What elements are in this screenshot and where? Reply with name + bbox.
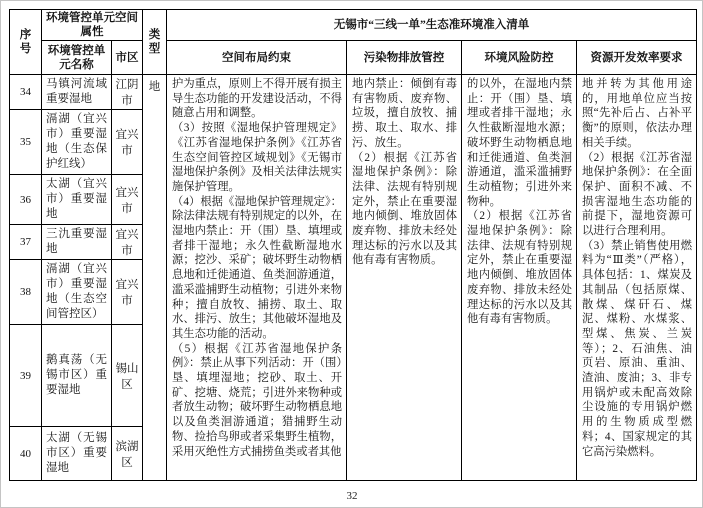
row-no: 39	[10, 325, 42, 427]
header-spatial-constraints: 空间布局约束	[167, 41, 347, 75]
unit-name: 滆湖（宜兴市）重要湿地（生态空间管控区）	[42, 260, 112, 325]
paragraph: （5）根据《江苏省湿地保护条例》：禁止从事下列活动：开（围）垦、填埋湿地；挖砂、取土、开矿、挖塘、烧荒；引进外来物种或者放生动物；破坏野生动物栖息地以及鱼类洄游通道；猎捕野生动物、捡拾鸟卵或者采集野生植物，采用灭绝性方式捕捞鱼类或者其他	[172, 342, 342, 458]
unit-name: 马镇河流域重要湿地	[42, 75, 112, 110]
header-seq-label: 序号	[19, 29, 32, 55]
paragraph: （2）根据《江苏省湿地保护条例》：在全面保护、面积不减、不损害湿地生态功能的前提下，湿地资源可以进行合理利用。	[582, 151, 692, 238]
cell-resource-efficiency	[577, 75, 697, 481]
unit-name: 滆湖（宜兴市）重要湿地（生态保护红线）	[42, 110, 112, 175]
district: 滨湖区	[112, 427, 143, 481]
eco-admission-list-table	[9, 9, 697, 481]
table-main-title: 无锡市“三线一单”生态准环境准入清单	[167, 10, 697, 41]
type-cell: 地	[143, 75, 167, 481]
district: 宜兴市	[112, 110, 143, 175]
header-type-label: 类型	[148, 29, 161, 55]
header-pollution-control: 污染物排放管控	[347, 41, 462, 75]
header-district: 市区	[112, 41, 143, 75]
row-no: 36	[10, 175, 42, 225]
unit-name: 太湖（无锡市区）重要湿地	[42, 427, 112, 481]
unit-name: 太湖（宜兴市）重要湿地	[42, 175, 112, 225]
row-no: 35	[10, 110, 42, 175]
table-row	[10, 75, 697, 110]
row-no: 34	[10, 75, 42, 110]
paragraph: 地并转为其他用途的，用地单位应当按照“先补后占、占补平衡”的原则，依法办理相关手续。	[582, 78, 692, 149]
paragraph: （3）按照《湿地保护管理规定》《江苏省湿地保护条例》《江苏省生态空间管控区域规划》《无锡市湿地保护条例》及相关法律法规实施保护管理。	[172, 122, 342, 193]
page-number: 32	[346, 490, 358, 502]
district: 宜兴市	[112, 260, 143, 325]
paragraph: （4）根据《湿地保护管理规定》：除法律法规有特别规定的以外，在湿地内禁止：开（围）垦、填埋或者排干湿地；永久性截断湿地水源；挖沙、采矿；破坏野生动物栖息地和迁徙通道、鱼类洄游通道，滥采滥捕野生动植物；引进外来物种；擅自放牧、捕捞、取土、取水、排污、放生；其他破坏湿地及其生态功能的活动。	[172, 195, 342, 340]
row-no: 37	[10, 225, 42, 260]
row-no: 40	[10, 427, 42, 481]
cell-spatial-constraints	[167, 75, 347, 481]
header-row-2	[10, 41, 697, 75]
paragraph: 地内禁止：倾倒有毒有害物质、废弃物、垃圾，擅自放牧、捕捞、取土、取水、排污、放生。	[352, 78, 457, 149]
header-unit-name: 环境管控单元名称	[42, 41, 112, 75]
row-no: 38	[10, 260, 42, 325]
paragraph: 护为重点，原则上不得开展有损主导生态功能的开发建设活动，不得随意占用和调整。	[172, 78, 342, 120]
header-resource-efficiency: 资源开发效率要求	[577, 41, 697, 75]
unit-name: 三氿重要湿地	[42, 225, 112, 260]
paragraph: （2）根据《江苏省湿地保护条例》：除法律、法规有特别规定外，禁止在重要湿地内倾倒、堆放固体废弃物、排放未经处理达标的污水以及其他有毒有害物质。	[352, 151, 457, 267]
header-type	[143, 10, 167, 75]
header-seq	[10, 10, 42, 75]
unit-name: 鹅真荡（无锡市区）重要湿地	[42, 325, 112, 427]
district: 锡山区	[112, 325, 143, 427]
paragraph: （2）根据《江苏省湿地保护条例》：除法律、法规有特别规定外，禁止在重要湿地内倾倒、堆放固体废弃物、排放未经处理达标的污水以及其他有毒有害物质。	[467, 210, 572, 326]
paragraph: 的以外，在湿地内禁止：开（围）垦、填埋或者排干湿地；永久性截断湿地水源；破坏野生动物栖息地和迁徙通道、鱼类洄游通道，滥采滥捕野生动植物；引进外来物种。	[467, 78, 572, 208]
district: 宜兴市	[112, 225, 143, 260]
header-row-1	[10, 10, 697, 41]
district: 江阴市	[112, 75, 143, 110]
header-risk-control: 环境风险防控	[462, 41, 577, 75]
cell-risk-control	[462, 75, 577, 481]
header-space-attribute: 环境管控单元空间属性	[42, 10, 143, 41]
district: 宜兴市	[112, 175, 143, 225]
paragraph: （3）禁止销售使用燃料为“Ⅲ类”（严格），具体包括：1、煤炭及其制品（包括原煤、散煤、煤矸石、煤泥、煤粉、水煤浆、型煤、焦炭、兰炭等）；2、石油焦、油页岩、原油、重油、渣油、废油；3、非专用锅炉或未配高效除尘设施的专用锅炉燃用的生物质成型燃料；4、国家规定的其它高污染燃料。	[582, 239, 692, 458]
cell-pollution-control	[347, 75, 462, 481]
